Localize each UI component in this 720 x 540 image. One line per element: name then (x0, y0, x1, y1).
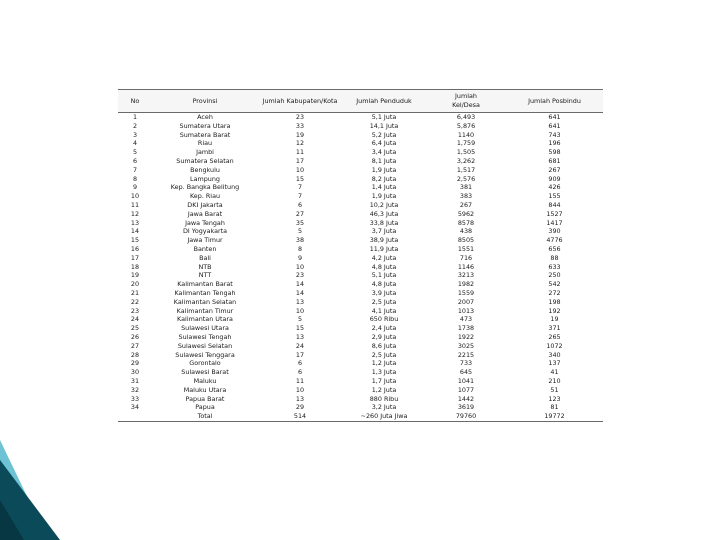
cell-jumlah-penduduk: 46,3 Juta (369, 209, 399, 218)
cell-jumlah-posbindu: 340 (548, 350, 561, 359)
table-row (118, 351, 603, 360)
total-cell-jumlah-kabupaten-kota: 514 (258, 412, 342, 421)
cell-provinsi: Maluku Utara (183, 385, 227, 394)
cell-no: 19 (130, 271, 140, 280)
cell-jumlah-posbindu: 88 (550, 253, 559, 262)
cell-no: 6 (132, 156, 138, 165)
cell-jumlah-penduduk: 3,4 Juta (371, 148, 397, 157)
cell-jumlah-kabupaten-kota: 10 (295, 165, 305, 174)
cell-jumlah-penduduk: 2,5 Juta (371, 297, 397, 306)
cell-no: 22 (130, 297, 140, 306)
cell-jumlah-kel-desa: 2007 (457, 297, 475, 306)
cell-jumlah-kel-desa: 1077 (457, 385, 475, 394)
table-row (118, 183, 603, 192)
total-cell-no (118, 412, 152, 421)
cell-no: 9 (132, 183, 138, 192)
cell-jumlah-penduduk: 10,2 Juta (369, 200, 399, 209)
cell-jumlah-kabupaten-kota: 19 (295, 130, 305, 139)
cell-provinsi: Kalimantan Utara (177, 315, 233, 324)
cell-jumlah-posbindu: 1417 (546, 218, 563, 227)
cell-jumlah-posbindu: 656 (548, 244, 561, 253)
column-header-no: No (130, 96, 140, 105)
cell-jumlah-penduduk: 3,9 Juta (371, 288, 397, 297)
cell-provinsi: Sulawesi Tengah (178, 332, 232, 341)
cell-jumlah-kel-desa: 5,876 (456, 121, 476, 130)
cell-jumlah-kel-desa: 1041 (457, 376, 475, 385)
cell-jumlah-kabupaten-kota: 24 (295, 341, 305, 350)
cell-jumlah-kabupaten-kota: 29 (295, 403, 305, 412)
cell-jumlah-penduduk: 880 Ribu (369, 394, 399, 403)
cell-jumlah-kabupaten-kota: 17 (295, 350, 305, 359)
cell-provinsi: Kalimantan Barat (177, 280, 233, 289)
province-data-table-container (118, 89, 603, 422)
cell-jumlah-posbindu: 137 (548, 359, 561, 368)
cell-jumlah-posbindu: 909 (548, 174, 561, 183)
table-row (118, 368, 603, 377)
table-row (118, 139, 603, 148)
cell-jumlah-kabupaten-kota: 11 (295, 148, 305, 157)
cell-jumlah-posbindu: 267 (548, 165, 561, 174)
cell-no: 27 (130, 341, 140, 350)
cell-jumlah-posbindu: 81 (550, 403, 559, 412)
cell-no: 17 (130, 253, 140, 262)
cell-no: 5 (132, 148, 138, 157)
cell-provinsi: Jawa Barat (187, 209, 223, 218)
cell-no: 8 (132, 174, 138, 183)
table-row (118, 227, 603, 236)
cell-jumlah-kel-desa: 473 (459, 315, 473, 324)
cell-jumlah-posbindu: 1527 (546, 209, 563, 218)
table-row (118, 210, 603, 219)
cell-jumlah-kel-desa: 3619 (457, 403, 475, 412)
cell-jumlah-posbindu: 681 (548, 156, 561, 165)
table-row (118, 192, 603, 201)
cell-jumlah-kabupaten-kota: 27 (295, 209, 305, 218)
cell-jumlah-kabupaten-kota: 10 (295, 385, 305, 394)
cell-jumlah-kel-desa: 8578 (457, 218, 475, 227)
cell-jumlah-penduduk: 3,2 Juta (371, 403, 397, 412)
cell-no: 12 (130, 209, 140, 218)
cell-jumlah-penduduk: 38,9 Juta (369, 236, 399, 245)
table-row (118, 280, 603, 289)
cell-jumlah-posbindu: 598 (548, 148, 561, 157)
cell-jumlah-posbindu: 250 (548, 271, 561, 280)
cell-jumlah-kabupaten-kota: 6 (297, 200, 303, 209)
table-row (118, 236, 603, 245)
cell-jumlah-posbindu: 272 (548, 288, 561, 297)
table-row (118, 263, 603, 272)
cell-no: 26 (130, 332, 140, 341)
cell-jumlah-kel-desa: 733 (459, 359, 473, 368)
cell-jumlah-kel-desa: 6,493 (456, 113, 476, 121)
cell-provinsi: NTB (198, 262, 212, 271)
cell-jumlah-kel-desa: 1738 (457, 324, 475, 333)
cell-provinsi: Banten (193, 244, 217, 253)
cell-jumlah-kel-desa: 1442 (457, 394, 475, 403)
cell-provinsi: Sulawesi Selatan (177, 341, 233, 350)
cell-jumlah-posbindu: 1072 (546, 341, 563, 350)
cell-provinsi: DKI Jakarta (187, 200, 223, 209)
cell-no: 32 (130, 385, 140, 394)
cell-jumlah-posbindu: 41 (550, 368, 559, 377)
table-body (118, 113, 603, 422)
table-row (118, 307, 603, 316)
cell-jumlah-kabupaten-kota: 5 (297, 315, 303, 324)
cell-provinsi: Bali (199, 253, 211, 262)
cell-jumlah-penduduk: 4,8 Juta (371, 280, 397, 289)
cell-no: 20 (130, 280, 140, 289)
cell-jumlah-penduduk: 5,1 Juta (371, 113, 397, 121)
total-cell-provinsi: Total (152, 412, 258, 421)
cell-jumlah-posbindu: 19 (550, 315, 559, 324)
cell-provinsi: Jawa Tengah (185, 218, 225, 227)
cell-jumlah-kel-desa: 438 (459, 227, 473, 236)
table-row (118, 386, 603, 395)
cell-jumlah-kabupaten-kota: 5 (297, 227, 303, 236)
cell-jumlah-penduduk: 8,2 Juta (371, 174, 397, 183)
table-row (118, 245, 603, 254)
cell-jumlah-penduduk: 1,7 Juta (371, 376, 397, 385)
cell-jumlah-kel-desa: 1,505 (456, 148, 476, 157)
cell-provinsi: Sulawesi Tenggara (175, 350, 235, 359)
cell-jumlah-penduduk: 1,4 Juta (371, 183, 397, 192)
column-header-jumlah-penduduk: Jumlah Penduduk (356, 96, 412, 105)
province-data-table (118, 89, 603, 422)
table-row (118, 377, 603, 386)
cell-jumlah-kabupaten-kota: 6 (297, 368, 303, 377)
cell-provinsi: Kalimantan Tengah (174, 288, 236, 297)
cell-jumlah-kabupaten-kota: 33 (295, 121, 305, 130)
cell-jumlah-kel-desa: 2,576 (456, 174, 476, 183)
cell-jumlah-posbindu: 542 (548, 280, 561, 289)
cell-jumlah-kel-desa: 8505 (457, 236, 475, 245)
cell-no: 18 (130, 262, 140, 271)
cell-no: 33 (130, 394, 140, 403)
cell-provinsi: Papua Barat (185, 394, 225, 403)
cell-jumlah-kel-desa: 1,517 (456, 165, 476, 174)
cell-jumlah-penduduk: 2,5 Juta (371, 350, 397, 359)
cell-jumlah-kel-desa: 5962 (457, 209, 475, 218)
cell-jumlah-kabupaten-kota: 11 (295, 376, 305, 385)
total-cell-jumlah-penduduk: ~260 Juta Jiwa (342, 412, 426, 421)
cell-provinsi: Sulawesi Barat (181, 368, 229, 377)
cell-jumlah-kabupaten-kota: 7 (297, 183, 303, 192)
table-row (118, 148, 603, 157)
cell-no: 21 (130, 288, 140, 297)
table-row (118, 122, 603, 131)
cell-jumlah-kel-desa: 3,262 (456, 156, 476, 165)
table-row (118, 254, 603, 263)
cell-jumlah-posbindu: 155 (548, 192, 561, 201)
cell-jumlah-posbindu: 426 (548, 183, 561, 192)
cell-provinsi: Jambi (196, 148, 214, 157)
cell-jumlah-posbindu: 4776 (546, 236, 563, 245)
cell-jumlah-penduduk: 1,9 Juta (371, 165, 397, 174)
table-row (118, 289, 603, 298)
cell-jumlah-kabupaten-kota: 13 (295, 394, 305, 403)
cell-provinsi: Papua (195, 403, 215, 412)
cell-provinsi: Kalimantan Selatan (173, 297, 237, 306)
cell-provinsi: Kalimantan Timur (176, 306, 234, 315)
cell-jumlah-kabupaten-kota: 9 (297, 253, 303, 262)
total-cell-jumlah-posbindu: 19772 (506, 412, 603, 421)
cell-jumlah-kel-desa: 1013 (457, 306, 475, 315)
cell-jumlah-penduduk: 8,6 Juta (371, 341, 397, 350)
cell-no: 10 (130, 192, 140, 201)
cell-no: 23 (130, 306, 140, 315)
table-row (118, 333, 603, 342)
cell-jumlah-kabupaten-kota: 10 (295, 306, 305, 315)
cell-jumlah-kabupaten-kota: 6 (297, 359, 303, 368)
cell-jumlah-penduduk: 5,2 Juta (371, 130, 397, 139)
cell-provinsi: Sumatera Barat (179, 130, 231, 139)
cell-no: 31 (130, 376, 140, 385)
cell-jumlah-kabupaten-kota: 14 (295, 280, 305, 289)
cell-jumlah-penduduk: 6,4 Juta (371, 139, 397, 148)
cell-no: 14 (130, 227, 140, 236)
cell-jumlah-kel-desa: 1146 (457, 262, 475, 271)
column-header-jumlah-posbindu: Jumlah Posbindu (528, 96, 581, 105)
cell-jumlah-penduduk: 3,7 Juta (371, 227, 397, 236)
cell-no: 15 (130, 236, 140, 245)
cell-jumlah-penduduk: 4,1 Juta (371, 306, 397, 315)
cell-jumlah-penduduk: 5,1 Juta (371, 271, 397, 280)
cell-jumlah-penduduk: 650 Ribu (369, 315, 399, 324)
cell-jumlah-posbindu: 196 (548, 139, 561, 148)
cell-jumlah-penduduk: 2,4 Juta (371, 324, 397, 333)
cell-jumlah-posbindu: 210 (548, 376, 561, 385)
cell-jumlah-kabupaten-kota: 7 (297, 192, 303, 201)
cell-provinsi: Maluku (193, 376, 217, 385)
table-row (118, 201, 603, 210)
cell-no: 24 (130, 315, 140, 324)
table-header-row (118, 90, 603, 113)
cell-jumlah-posbindu: 641 (548, 113, 561, 121)
table-row (118, 359, 603, 368)
cell-jumlah-posbindu: 51 (550, 385, 559, 394)
cell-no: 13 (130, 218, 140, 227)
cell-jumlah-kabupaten-kota: 8 (297, 244, 303, 253)
cell-jumlah-kabupaten-kota: 13 (295, 297, 305, 306)
cell-provinsi: Lampung (190, 174, 220, 183)
cell-jumlah-penduduk: 11,9 Juta (369, 244, 399, 253)
cell-jumlah-kabupaten-kota: 14 (295, 288, 305, 297)
cell-jumlah-kel-desa: 3213 (457, 271, 475, 280)
cell-jumlah-posbindu: 123 (548, 394, 561, 403)
cell-jumlah-penduduk: 33,8 Juta (369, 218, 399, 227)
cell-jumlah-penduduk: 1,9 Juta (371, 192, 397, 201)
cell-jumlah-penduduk: 1,3 Juta (371, 368, 397, 377)
cell-jumlah-posbindu: 265 (548, 332, 561, 341)
cell-jumlah-kel-desa: 381 (459, 183, 473, 192)
cell-no: 2 (132, 121, 138, 130)
cell-jumlah-penduduk: 8,1 Juta (371, 156, 397, 165)
cell-jumlah-kel-desa: 716 (459, 253, 473, 262)
cell-jumlah-kabupaten-kota: 38 (295, 236, 305, 245)
cell-jumlah-posbindu: 371 (548, 324, 561, 333)
cell-provinsi: Gorontalo (189, 359, 221, 368)
cell-jumlah-penduduk: 4,2 Juta (371, 253, 397, 262)
cell-provinsi: Kep. Riau (189, 192, 221, 201)
cell-no: 25 (130, 324, 140, 333)
column-header-jumlah-kabupaten-kota: Jumlah Kabupaten/Kota (262, 96, 338, 105)
table-row (118, 157, 603, 166)
cell-no: 29 (130, 359, 140, 368)
cell-jumlah-posbindu: 633 (548, 262, 561, 271)
cell-jumlah-kabupaten-kota: 15 (295, 174, 305, 183)
cell-jumlah-kabupaten-kota: 23 (295, 113, 305, 121)
cell-jumlah-penduduk: 1,2 Juta (371, 359, 397, 368)
table-row (118, 113, 603, 122)
column-header-provinsi: Provinsi (192, 96, 218, 105)
cell-jumlah-penduduk: 1,2 Juta (371, 385, 397, 394)
cell-provinsi: Kep. Bangka Belitung (170, 183, 240, 192)
cell-provinsi: Sumatera Utara (179, 121, 231, 130)
cell-jumlah-kel-desa: 1551 (457, 244, 475, 253)
cell-provinsi: Riau (197, 139, 213, 148)
cell-no: 28 (130, 350, 140, 359)
total-cell-jumlah-kel-desa: 79760 (426, 412, 506, 421)
cell-provinsi: DI Yogyakarta (182, 227, 228, 236)
column-header-jumlah-kel-desa: Jumlah Kel/Desa (452, 92, 480, 109)
table-row (118, 324, 603, 333)
cell-jumlah-kel-desa: 1922 (457, 332, 475, 341)
cell-jumlah-penduduk: 14,1 Juta (369, 121, 399, 130)
cell-no: 16 (130, 244, 140, 253)
cell-jumlah-posbindu: 743 (548, 130, 561, 139)
cell-provinsi: Jawa Timur (187, 236, 223, 245)
cell-no: 4 (132, 139, 138, 148)
cell-no: 1 (132, 113, 138, 121)
cell-jumlah-kel-desa: 2215 (457, 350, 475, 359)
cell-jumlah-posbindu: 844 (548, 200, 561, 209)
cell-no: 3 (132, 130, 138, 139)
cell-provinsi: NTT (198, 271, 212, 280)
cell-jumlah-posbindu: 641 (548, 121, 561, 130)
cell-provinsi: Bengkulu (190, 165, 220, 174)
table-row (118, 315, 603, 324)
table-row (118, 175, 603, 184)
cell-provinsi: Aceh (197, 113, 213, 121)
cell-jumlah-kabupaten-kota: 13 (295, 332, 305, 341)
table-row (118, 166, 603, 175)
table-row (118, 131, 603, 140)
cell-jumlah-kabupaten-kota: 17 (295, 156, 305, 165)
table-row (118, 403, 603, 412)
cell-jumlah-kel-desa: 3025 (457, 341, 475, 350)
total-row (118, 412, 603, 421)
cell-no: 7 (132, 165, 138, 174)
cell-jumlah-kabupaten-kota: 35 (295, 218, 305, 227)
cell-jumlah-kabupaten-kota: 23 (295, 271, 305, 280)
cell-jumlah-kel-desa: 383 (459, 192, 473, 201)
cell-provinsi: Sulawesi Utara (181, 324, 229, 333)
cell-jumlah-kel-desa: 645 (459, 368, 473, 377)
cell-jumlah-posbindu: 390 (548, 227, 561, 236)
cell-no: 30 (130, 368, 140, 377)
cell-jumlah-kel-desa: 1,759 (456, 139, 476, 148)
cell-jumlah-kel-desa: 1559 (457, 288, 475, 297)
cell-jumlah-kabupaten-kota: 10 (295, 262, 305, 271)
table-row (118, 342, 603, 351)
table-row (118, 219, 603, 228)
cell-jumlah-kel-desa: 1140 (457, 130, 475, 139)
cell-jumlah-kel-desa: 1982 (457, 280, 475, 289)
cell-no: 11 (130, 200, 140, 209)
cell-jumlah-kabupaten-kota: 12 (295, 139, 305, 148)
table-row (118, 298, 603, 307)
table-row (118, 271, 603, 280)
cell-provinsi: Sumatera Selatan (176, 156, 234, 165)
cell-jumlah-penduduk: 2,9 Juta (371, 332, 397, 341)
cell-jumlah-posbindu: 192 (548, 306, 561, 315)
cell-jumlah-kabupaten-kota: 15 (295, 324, 305, 333)
table-row (118, 395, 603, 404)
cell-no: 34 (130, 403, 140, 412)
cell-jumlah-posbindu: 198 (548, 297, 561, 306)
cell-jumlah-penduduk: 4,8 Juta (371, 262, 397, 271)
cell-jumlah-kel-desa: 267 (459, 200, 473, 209)
